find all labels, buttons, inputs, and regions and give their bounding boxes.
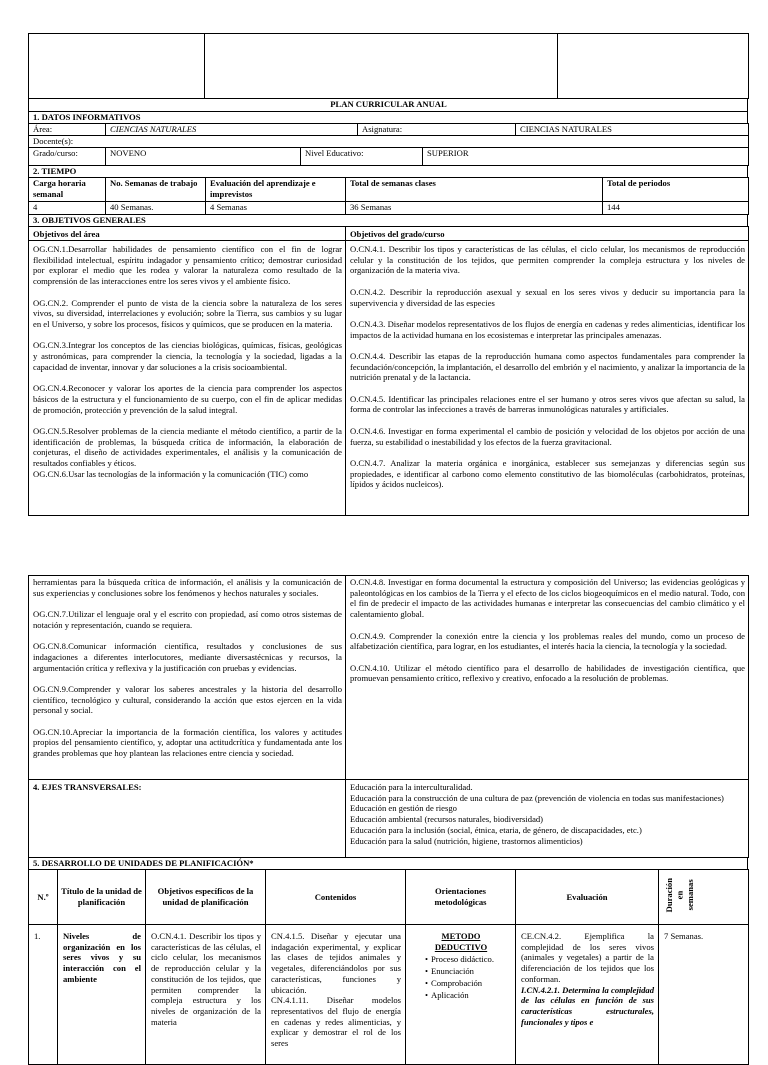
header-objetivos: Objetivos específicos de la unidad de planificación xyxy=(146,870,266,925)
objetivos-area-cell-cont xyxy=(29,576,346,780)
objetivo-area-item: OG.CN.5.Resolver problemas de la ciencia mediante el método científico, a partir de la identificación de problemas, la búsqueda crítica de información, la elaboración de conjeturas, el diseño de actividades experimentales, el análisis y la comunicación de resultados confiables y éticos. xyxy=(33,425,342,468)
tiempo-value-carga: 4 xyxy=(29,202,106,215)
row-orientaciones xyxy=(406,925,516,1065)
objetivo-area-item: OG.CN.1.Desarrollar habilidades de pensamiento científico con el fin de lograr flexibilidad intelectual, espíritu indagador y pensamiento crítico; demostrar curiosidad por explorar el medio que les rodea y valorar la naturaleza como resultado de la comprensión de las interacciones entre los seres vivos y el ambiente físico. xyxy=(33,244,342,287)
tiempo-value-total-semanas: 36 Semanas xyxy=(346,202,603,215)
objetivos-grado-cell-cont xyxy=(346,576,749,780)
grado-label: Grado/curso: xyxy=(29,148,106,166)
header-contenidos: Contenidos xyxy=(266,870,406,925)
objetivos-table xyxy=(28,226,749,516)
objetivo-area-item: OG.CN.3.Integrar los conceptos de las ciencias biológicas, químicas, físicas, geológicas y astronómicas, para comprender la ciencia, la tecnología y la sociedad, ligadas a la capacidad de inventar, innovar y dar soluciones a la crisis socioambiental. xyxy=(33,340,342,372)
tiempo-header-total-semanas: Total de semanas clases xyxy=(346,178,603,202)
header-titulo: Título de la unidad de planificación xyxy=(58,870,146,925)
nivel-value: SUPERIOR xyxy=(423,148,749,166)
objetivo-area-item: OG.CN.8.Comunicar información científica, resultados y conclusiones de sus indagaciones a diferentes interlocutores, mediante diversastécnicas y recursos, la argumentación crítica y reflexiva y la justificación con pruebas y evidencias. xyxy=(33,641,342,673)
docente-label: Docente(s): xyxy=(29,136,749,148)
eje-item: Educación para la interculturalidad. xyxy=(350,782,473,792)
objetivos-area-header: Objetivos del área xyxy=(29,227,346,241)
eje-item: Educación para la inclusión (social, étnica, etaria, de género, de discapacidades, etc.) xyxy=(350,824,642,835)
objetivo-area-item: OG.CN.9.Comprender y valorar los saberes ancestrales y la historia del desarrollo científico, tecnológico y cultural, considerando la acción que estos ejercen en la vida personal y social. xyxy=(33,683,342,716)
objetivo-grado-item: O.CN.4.6. Investigar en forma experimental el cambio de posición y velocidad de los objetos por acción de una fuerza, su estabilidad o inestabilidad y los efectos de la fuerza gravitacional. xyxy=(350,425,745,447)
metodo-step: • Proceso didáctico. xyxy=(425,953,511,965)
grado-value: NOVENO xyxy=(106,148,301,166)
objetivo-grado-item: O.CN.4.8. Investigar en forma documental la estructura y composición del Universo; las evidencias geológicas y paleontológicas en los cambios de la Tierra y el efecto de los ciclos biogeoquímicos en el medio natural. Todo, con el fin de predecir el impacto de las actividades humanas e interpretar las consecuencias del cambio climático y el calentamiento global. xyxy=(350,577,745,620)
area-value: CIENCIAS NATURALES xyxy=(106,124,358,136)
objetivo-grado-item: O.CN.4.4. Describir las etapas de la reproducción humana como aspectos fundamentales para comprender la fecundación/concepción, la implantación, el desarrollo del embrión y el nacimiento, y analizar la importancia de la nutrición prenatal y de la lactancia. xyxy=(350,350,745,383)
metodo-steps xyxy=(411,953,511,1001)
row-duracion: 7 Semanas. xyxy=(659,925,749,1065)
objetivo-area-item: OG.CN.2. Comprender el punto de vista de la ciencia sobre la naturaleza de los seres vivos, su diversidad, interrelaciones y evolución; sobre la Tierra, sus cambios y su lugar en el Universo, y sobre los procesos, físicos y químicos, que se producen en la materia. xyxy=(33,297,342,329)
row-titulo: Niveles de organización en los seres vivos y su interacción con el ambiente xyxy=(58,925,146,1065)
contenido-item: CN.4.1.11. Diseñar modelos representativos del flujo de energía en cadenas y redes alimenticias, y explicar y demostrar el rol de los seres xyxy=(271,995,401,1049)
tiempo-heading: 2. TIEMPO xyxy=(29,166,748,178)
criterio-evaluacion: CE.CN.4.2. Ejemplifica la complejidad de los seres vivos (animales y vegetales) a partir de la diferenciación de los tejidos que los conforman. xyxy=(521,931,654,984)
asignatura-value: CIENCIAS NATURALES xyxy=(516,124,749,136)
objetivo-grado-item: O.CN.4.1. Describir los tipos y características de las células, el ciclo celular, los mecanismos de reproducción celular y la constitución de los tejidos, que permiten comprender la compleja estructura y los niveles de organización de la materia viva. xyxy=(350,244,745,276)
grado-table xyxy=(28,147,749,166)
logo-cell-center xyxy=(205,34,558,99)
ejes-heading: 4. EJES TRANSVERSALES: xyxy=(29,780,346,858)
objetivo-area-item: OG.CN.7.Utilizar el lenguaje oral y el escrito con propiedad, así como otros sistemas de notación y representación, cuando se requiera. xyxy=(33,609,342,630)
logo-header-table xyxy=(28,33,749,99)
objetivos-area-cell xyxy=(29,241,346,516)
page-1 xyxy=(28,33,750,516)
objetivo-area-item: OG.CN.6.Usar las tecnologías de la información y la comunicación (TIC) como xyxy=(33,468,309,479)
eje-item: Educación para la construcción de una cultura de paz (prevención de violencia en todas sus manifestaciones) xyxy=(350,792,724,803)
unidades-heading: 5. DESARROLLO DE UNIDADES DE PLANIFICACIÓN* xyxy=(29,858,748,870)
header-duracion xyxy=(659,870,749,925)
eje-item: Educación en gestión de riesgo xyxy=(350,803,457,814)
row-contenidos xyxy=(266,925,406,1065)
objetivo-grado-item: O.CN.4.3. Diseñar modelos representativos de los flujos de energía en cadenas y redes alimenticias, identificar los impactos de la actividad humana en los ecosistemas e interpretar las principales amenazas. xyxy=(350,318,745,340)
row-evaluacion xyxy=(516,925,659,1065)
eje-item: Educación ambiental (recursos naturales, biodiversidad) xyxy=(350,814,544,825)
header-numero: N.º xyxy=(29,870,58,925)
ejes-list-cell xyxy=(346,780,749,858)
objetivos-continuation-table xyxy=(28,575,749,858)
metodo-step: • Comprobación xyxy=(425,977,511,989)
header-evaluacion: Evaluación xyxy=(516,870,659,925)
tiempo-header-carga: Carga horaria semanal xyxy=(29,178,106,202)
header-duracion-text: Duración en semanas xyxy=(664,878,695,913)
objetivo-area-item: OG.CN.10.Apreciar la importancia de la formación científica, los valores y actitudes propios del pensamiento científico, y, adoptar una actitudcrítica y fundamentada ante los grandes problemas que hoy plantean las relaciones entre ciencia y sociedad. xyxy=(33,726,342,759)
objetivo-grado-item: O.CN.4.5. Identificar las principales relaciones entre el ser humano y otros seres vivos que afectan su salud, la forma de controlar las infecciones a través de barreras inmunológicas naturales y artificiales. xyxy=(350,393,745,415)
objetivo-grado-item: O.CN.4.9. Comprender la conexión entre la ciencia y los problemas reales del mundo, como un proceso de alfabetización científica, para lograr, en los estudiantes, el interés hacia la ciencia, la tecnología y la sociedad. xyxy=(350,630,745,652)
metodo-step: • Enunciación xyxy=(425,965,511,977)
objetivos-grado-header: Objetivos del grado/curso xyxy=(346,227,749,241)
logo-cell-right xyxy=(558,34,749,99)
tiempo-value-semanas: 40 Semanas. xyxy=(106,202,206,215)
objetivo-grado-item: O.CN.4.2. Describir la reproducción asexual y sexual en los seres vivos y deducir su importancia para la supervivencia y diversidad de las especies xyxy=(350,286,745,308)
objetivo-grado-item: O.CN.4.7. Analizar la materia orgánica e inorgánica, establecer sus semejanzas y diferencias según sus propiedades, e identificar al carbono como elemento constitutivo de las biomoléculas (carbohidratos, proteínas, lípidos y ácidos nucleicos). xyxy=(350,457,745,490)
datos-informativos-heading: 1. DATOS INFORMATIVOS xyxy=(29,112,748,124)
asignatura-label: Asignatura: xyxy=(358,124,516,136)
page-2 xyxy=(28,575,750,1049)
table-row xyxy=(29,925,749,1065)
unidades-table xyxy=(28,869,749,1065)
metodo-title: METODO DEDUCTIVO xyxy=(434,931,488,952)
row-numero: 1. xyxy=(29,925,58,1065)
objetivo-grado-item: O.CN.4.10. Utilizar el método científico para el desarrollo de habilidades de investigación científica, que promuevan pensamiento crítico, reflexivo y creativo, enfocado a la resolución de problemas. xyxy=(350,662,745,684)
objetivos-generales-heading: 3. OBJETIVOS GENERALES xyxy=(29,215,748,227)
tiempo-table xyxy=(28,177,749,215)
document-title: PLAN CURRICULAR ANUAL xyxy=(29,99,748,112)
objetivo-area-item: OG.CN.4.Reconocer y valorar los aportes de la ciencia para comprender los aspectos básicos de la estructura y el funcionamiento de su cuerpo, con el fin de aplicar medidas de promoción, protección y prevención de la salud integral. xyxy=(33,383,342,415)
objetivo-area-item: herramientas para la búsqueda crítica de información, el análisis y la comunicación de sus experiencias y conclusiones sobre los fenómenos y hechos naturales y sociales. xyxy=(33,577,342,598)
metodo-step: • Aplicación xyxy=(425,989,511,1001)
eje-item: Educación para la salud (nutrición, higiene, trastornos alimenticios) xyxy=(350,835,583,846)
objetivos-grado-cell xyxy=(346,241,749,516)
contenido-item: CN.4.1.5. Diseñar y ejecutar una indagación experimental, y explicar las clases de tejidos animales y vegetales, diferenciándolos por sus características, funciones y ubicación. xyxy=(271,931,401,995)
header-orientaciones: Orientaciones metodológicas xyxy=(406,870,516,925)
tiempo-header-semanas: No. Semanas de trabajo xyxy=(106,178,206,202)
area-table xyxy=(28,123,749,148)
tiempo-value-evaluacion: 4 Semanas xyxy=(206,202,346,215)
row-objetivos: O.CN.4.1. Describir los tipos y características de las células, el ciclo celular, los mecanismos de reproducción celular y la constitución de los tejidos, que permiten comprender la compleja estructura y los niveles de organización de la materia xyxy=(146,925,266,1065)
logo-cell-left xyxy=(29,34,205,99)
indicador-evaluacion: I.CN.4.2.1. Determina la complejidad de las células en función de sus características estructurales, funcionales y tipos e xyxy=(521,984,654,1027)
area-label: Área: xyxy=(29,124,106,136)
nivel-label: Nivel Educativo: xyxy=(301,148,423,166)
tiempo-value-periodos: 144 xyxy=(603,202,749,215)
tiempo-header-periodos: Total de periodos xyxy=(603,178,749,202)
title-table xyxy=(28,98,748,124)
tiempo-header-evaluacion: Evaluación del aprendizaje e imprevistos xyxy=(206,178,346,202)
